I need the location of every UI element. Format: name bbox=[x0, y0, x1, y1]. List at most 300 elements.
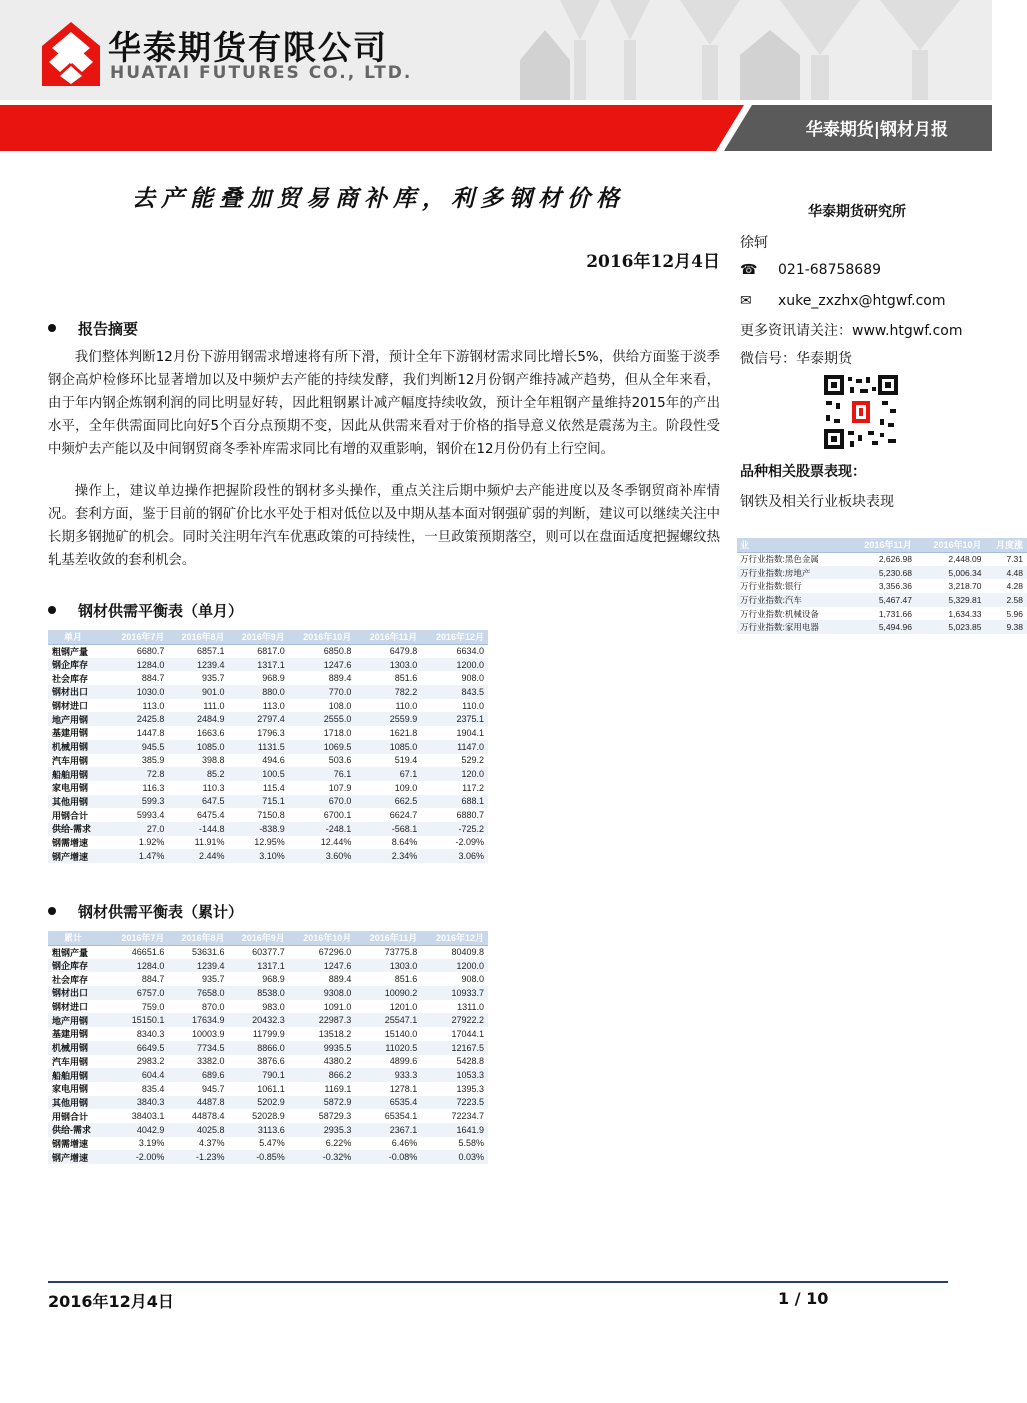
table-cell: 8866.0 bbox=[229, 1041, 289, 1055]
table-cell: 80409.8 bbox=[451, 947, 484, 958]
row-label: 钢材出口 bbox=[48, 986, 108, 1000]
table-cell: 1091.0 bbox=[323, 1001, 352, 1012]
institute-name: 华泰期货研究所 bbox=[808, 204, 906, 220]
table-cell: 110.3 bbox=[202, 782, 225, 793]
table-cell: 12.44% bbox=[320, 837, 352, 848]
table-row bbox=[48, 945, 488, 959]
monthly-balance-table bbox=[48, 630, 488, 863]
table-cell: 1169.1 bbox=[324, 1083, 352, 1094]
table-cell: 4899.6 bbox=[389, 1056, 418, 1067]
table-cell: 6634.0 bbox=[456, 646, 484, 657]
table-cell: 968.9 bbox=[262, 673, 285, 684]
row-label: 社会库存 bbox=[52, 673, 89, 684]
row-label: 其他用钢 bbox=[48, 795, 108, 809]
email-address[interactable]: xuke_zxzhx@htgwf.com bbox=[778, 293, 946, 309]
table-cell: 945.5 bbox=[108, 740, 168, 754]
table-cell: 1663.6 bbox=[197, 727, 225, 738]
table-cell: 1621.8 bbox=[389, 727, 418, 738]
table-cell: -2.00% bbox=[108, 1150, 168, 1164]
table-cell: 120.0 bbox=[421, 767, 488, 781]
table-cell: 851.6 bbox=[394, 974, 418, 985]
table-cell: 4042.9 bbox=[108, 1123, 168, 1137]
table-cell: -248.1 bbox=[289, 822, 356, 836]
table-cell: 689.6 bbox=[168, 1068, 228, 1082]
table-cell: -2.09% bbox=[455, 837, 484, 848]
table-row bbox=[48, 972, 488, 986]
table-cell: 8340.3 bbox=[136, 1028, 165, 1039]
row-label: 万行业指数:银行 bbox=[740, 581, 802, 592]
table-cell: 58729.3 bbox=[318, 1111, 352, 1122]
table-row bbox=[48, 658, 488, 672]
row-label: 用钢合计 bbox=[52, 810, 89, 821]
table-cell: 2,626.98 bbox=[878, 554, 912, 565]
table-cell: 604.4 bbox=[108, 1068, 168, 1082]
table-cell: 6857.1 bbox=[197, 646, 225, 657]
company-name-en: HUATAI FUTURES CO., LTD. bbox=[110, 63, 413, 83]
table-cell: 715.1 bbox=[229, 795, 289, 809]
table-cell: 2983.2 bbox=[136, 1056, 165, 1067]
table-row bbox=[48, 699, 488, 713]
table-row bbox=[48, 1055, 488, 1069]
table-cell: 1200.0 bbox=[421, 658, 488, 672]
table-cell: 3840.3 bbox=[108, 1096, 168, 1110]
table-cell: 5202.9 bbox=[229, 1096, 289, 1110]
row-label: 地产用钢 bbox=[48, 712, 108, 726]
table-cell: 908.0 bbox=[461, 673, 484, 684]
row-label: 汽车用钢 bbox=[52, 1056, 89, 1067]
table-cell: 3.06% bbox=[421, 849, 488, 863]
table-cell: 113.0 bbox=[262, 700, 285, 711]
table-cell: 5.58% bbox=[458, 1138, 484, 1149]
row-label: 机械用钢 bbox=[48, 740, 108, 754]
table-row bbox=[48, 644, 488, 658]
table-row bbox=[48, 1096, 488, 1110]
table-cell: 72.8 bbox=[108, 767, 168, 781]
column-header: 2016年12月 bbox=[421, 630, 488, 644]
row-label: 钢材进口 bbox=[52, 1002, 89, 1013]
table-cell: 11020.5 bbox=[355, 1041, 421, 1055]
stock-performance-table bbox=[737, 538, 1027, 634]
table-cell: 945.7 bbox=[202, 1083, 225, 1094]
table-cell: 10090.2 bbox=[355, 986, 421, 1000]
row-label: 船舶用钢 bbox=[48, 1068, 108, 1082]
table-cell: 1395.3 bbox=[456, 1083, 484, 1094]
phone-number: 021-68758689 bbox=[778, 262, 882, 278]
table-row bbox=[48, 959, 488, 973]
company-name-cn: 华泰期货有限公司 bbox=[108, 28, 388, 67]
table-cell: 647.5 bbox=[168, 795, 228, 809]
table-cell: 6475.4 bbox=[197, 810, 225, 821]
table-cell: 7734.5 bbox=[168, 1041, 228, 1055]
phone-icon: ☎ bbox=[740, 262, 758, 278]
table-cell: 759.0 bbox=[141, 1001, 165, 1012]
mail-icon: ✉ bbox=[740, 293, 752, 309]
table-row bbox=[737, 552, 1027, 566]
table-cell: 851.6 bbox=[394, 673, 418, 684]
table-cell: 6850.8 bbox=[323, 646, 352, 657]
table-header-row bbox=[737, 538, 1027, 552]
table-cell: 10933.7 bbox=[421, 986, 488, 1000]
table-row bbox=[48, 1123, 488, 1137]
table-header-row bbox=[48, 630, 488, 644]
table-cell: 2367.1 bbox=[355, 1123, 421, 1137]
row-label: 社会库存 bbox=[52, 974, 89, 985]
table-cell: 15140.0 bbox=[384, 1028, 418, 1039]
column-header: 2016年10月 bbox=[289, 630, 356, 644]
bullet-icon bbox=[48, 606, 56, 614]
table-cell: 3113.6 bbox=[229, 1123, 289, 1137]
table-cell: 1239.4 bbox=[168, 959, 228, 973]
table-cell: 72234.7 bbox=[451, 1111, 484, 1122]
column-header: 2016年9月 bbox=[229, 931, 289, 945]
table-row bbox=[48, 1000, 488, 1014]
table-row bbox=[737, 620, 1027, 634]
table-cell: 1,731.66 bbox=[878, 608, 912, 619]
table-cell: 968.9 bbox=[262, 974, 285, 985]
table-cell: 870.0 bbox=[202, 1001, 225, 1012]
table-cell: 76.1 bbox=[289, 767, 356, 781]
table-row bbox=[48, 1068, 488, 1082]
column-header: 累计 bbox=[48, 931, 108, 945]
table-cell: 4025.8 bbox=[168, 1123, 228, 1137]
table-row bbox=[48, 685, 488, 699]
analyst-name: 徐轲 bbox=[740, 235, 768, 251]
table-cell: 85.2 bbox=[168, 767, 228, 781]
table-cell: 5,329.81 bbox=[916, 593, 986, 607]
table-cell: 11.91% bbox=[194, 837, 225, 848]
table-cell: 111.0 bbox=[203, 700, 225, 711]
table-cell: 782.2 bbox=[355, 685, 421, 699]
table-cell: 9935.5 bbox=[289, 1041, 356, 1055]
table-row bbox=[48, 849, 488, 863]
table-cell: 2,448.09 bbox=[948, 554, 982, 565]
email-line bbox=[740, 293, 945, 309]
table-row bbox=[48, 822, 488, 836]
table-cell: 3,356.36 bbox=[878, 581, 912, 592]
summary-paragraph-2: 操作上，建议单边操作把握阶段性的钢材多头操作，重点关注后期中频炉去产能进度以及冬季钢贸商补库情况。套利方面，鉴于目前的钢矿价比水平处于相对低位以及中期从基本面对钢强矿弱的判断，建议可以继续关注中长期多钢抛矿的机会。同时关注明年汽车优惠政策的可持续性，一旦政策预期落空，则可以在盘面适度把握螺纹热轧基差收敛的套利机会。 bbox=[48, 484, 720, 568]
bullet-icon bbox=[48, 907, 56, 915]
row-label: 万行业指数:汽车 bbox=[737, 593, 847, 607]
table-cell: 6817.0 bbox=[257, 646, 285, 657]
table-cell: 843.5 bbox=[421, 685, 488, 699]
table-cell: 5,467.47 bbox=[847, 593, 916, 607]
table-row bbox=[48, 1137, 488, 1151]
table-cell: 73775.8 bbox=[384, 947, 418, 958]
table-row bbox=[48, 1041, 488, 1055]
table-cell: 11799.9 bbox=[252, 1028, 285, 1039]
table-cell: 8.64% bbox=[391, 837, 418, 848]
table-row bbox=[48, 1013, 488, 1027]
table-row bbox=[48, 986, 488, 1000]
table-cell: 6535.4 bbox=[355, 1096, 421, 1110]
table-cell: 599.3 bbox=[108, 795, 168, 809]
row-label: 供给-需求 bbox=[48, 1123, 108, 1137]
column-header: 2016年11月 bbox=[355, 931, 421, 945]
table-cell: 6479.8 bbox=[389, 646, 418, 657]
row-label: 万行业指数:黑色金属 bbox=[740, 554, 819, 565]
column-header: 2016年10月 bbox=[916, 538, 986, 552]
table-cell: 1069.5 bbox=[289, 740, 356, 754]
table-cell: 46651.6 bbox=[131, 947, 165, 958]
summary-heading-text: 报告摘要 bbox=[78, 320, 139, 338]
footer-date: 2016年12月4日 bbox=[48, 1292, 174, 1311]
table-header-row bbox=[48, 931, 488, 945]
table-cell: 1085.0 bbox=[355, 740, 421, 754]
table-cell: 52028.9 bbox=[252, 1111, 285, 1122]
table-cell: 5,023.85 bbox=[916, 620, 986, 634]
row-label: 基建用钢 bbox=[52, 1029, 89, 1040]
table-cell: 6700.1 bbox=[323, 810, 352, 821]
row-label: 机械用钢 bbox=[48, 1041, 108, 1055]
wechat-id: 微信号：华泰期货 bbox=[740, 351, 852, 367]
column-header: 2016年7月 bbox=[108, 931, 168, 945]
column-header: 2016年12月 bbox=[421, 931, 488, 945]
summary-heading bbox=[48, 318, 138, 339]
row-label: 家电用钢 bbox=[52, 1084, 89, 1095]
table-cell: 2.44% bbox=[168, 849, 228, 863]
more-info-link[interactable]: 更多资讯请关注：www.htgwf.com bbox=[740, 323, 963, 339]
table-cell: 117.2 bbox=[462, 782, 484, 793]
row-label: 万行业指数:机械设备 bbox=[740, 608, 819, 619]
table-cell: 5,494.96 bbox=[847, 620, 916, 634]
table-cell: 7.31 bbox=[1006, 554, 1023, 565]
table-cell: 5.96 bbox=[1006, 608, 1023, 619]
table-row bbox=[48, 1150, 488, 1164]
footer-rule bbox=[48, 1281, 948, 1283]
table-cell: 6649.5 bbox=[108, 1041, 168, 1055]
table-cell: 529.2 bbox=[461, 755, 484, 766]
table-cell: -838.9 bbox=[229, 822, 289, 836]
table-cell: 5872.9 bbox=[289, 1096, 356, 1110]
table-row bbox=[737, 566, 1027, 580]
table-cell: 3.10% bbox=[229, 849, 289, 863]
table-cell: -0.08% bbox=[355, 1150, 421, 1164]
table-cell: 1303.0 bbox=[355, 959, 421, 973]
table-row bbox=[48, 1082, 488, 1096]
table-cell: 110.0 bbox=[395, 700, 418, 711]
row-label: 汽车用钢 bbox=[52, 755, 89, 766]
table-cell: 983.0 bbox=[262, 1001, 285, 1012]
table-cell: 2484.9 bbox=[168, 712, 228, 726]
table-cell: 1.92% bbox=[138, 837, 165, 848]
table-cell: 20432.3 bbox=[229, 1013, 289, 1027]
table-row bbox=[48, 671, 488, 685]
table-cell: 25547.1 bbox=[355, 1013, 421, 1027]
table-cell: 1147.0 bbox=[421, 740, 488, 754]
column-header: 月度涨 bbox=[986, 538, 1027, 552]
table-cell: 17634.9 bbox=[168, 1013, 228, 1027]
table-cell: 880.0 bbox=[229, 685, 289, 699]
table-cell: 3.19% bbox=[138, 1138, 165, 1149]
column-header: 2016年8月 bbox=[168, 630, 228, 644]
row-label: 用钢合计 bbox=[52, 1111, 89, 1122]
table-cell: 2555.0 bbox=[289, 712, 356, 726]
column-header: 2016年11月 bbox=[355, 630, 421, 644]
table-cell: 1718.0 bbox=[323, 727, 352, 738]
table-cell: 503.6 bbox=[328, 755, 352, 766]
table-cell: 2935.3 bbox=[289, 1123, 356, 1137]
table-cell: -725.2 bbox=[421, 822, 488, 836]
table-cell: 6757.0 bbox=[108, 986, 168, 1000]
table-cell: 790.1 bbox=[229, 1068, 289, 1082]
monthly-heading-text: 钢材供需平衡表（单月） bbox=[78, 602, 244, 620]
table-cell: 1201.0 bbox=[389, 1001, 418, 1012]
table-cell: 6680.7 bbox=[136, 646, 165, 657]
table-cell: 5428.8 bbox=[456, 1056, 484, 1067]
table-cell: 6880.7 bbox=[456, 810, 484, 821]
table-cell: 10003.9 bbox=[191, 1028, 225, 1039]
table-cell: 2797.4 bbox=[229, 712, 289, 726]
qr-code-icon bbox=[824, 375, 898, 449]
table-row bbox=[48, 795, 488, 809]
row-label: 地产用钢 bbox=[48, 1013, 108, 1027]
table-cell: 884.7 bbox=[141, 673, 165, 684]
row-label: 船舶用钢 bbox=[48, 767, 108, 781]
table-row bbox=[48, 767, 488, 781]
report-date: 2016年12月4日 bbox=[586, 252, 720, 272]
table-cell: 7223.5 bbox=[421, 1096, 488, 1110]
table-cell: -0.32% bbox=[289, 1150, 356, 1164]
table-cell: 6.22% bbox=[325, 1138, 352, 1149]
cumulative-balance-table bbox=[48, 931, 488, 1164]
huatai-logo-icon bbox=[42, 22, 100, 86]
monthly-table-heading bbox=[48, 600, 243, 621]
table-cell: 1311.0 bbox=[457, 1001, 484, 1012]
table-cell: 7150.8 bbox=[257, 810, 285, 821]
table-cell: 3876.6 bbox=[257, 1056, 285, 1067]
table-cell: 866.2 bbox=[289, 1068, 356, 1082]
row-label: 钢产增速 bbox=[48, 1150, 108, 1164]
table-cell: 1796.3 bbox=[257, 727, 285, 738]
table-cell: 4380.2 bbox=[323, 1056, 352, 1067]
table-row bbox=[48, 726, 488, 740]
row-label: 家电用钢 bbox=[52, 783, 89, 794]
bullet-icon bbox=[48, 324, 56, 332]
table-row bbox=[48, 808, 488, 822]
table-cell: 398.8 bbox=[202, 755, 225, 766]
table-cell: 1030.0 bbox=[108, 685, 168, 699]
row-label: 万行业指数:房地产 bbox=[737, 566, 847, 580]
page-number: 1 / 10 bbox=[778, 1289, 829, 1308]
phone-line bbox=[740, 262, 881, 278]
table-row bbox=[737, 607, 1027, 621]
cumulative-table-heading bbox=[48, 901, 243, 922]
column-header: 2016年9月 bbox=[229, 630, 289, 644]
row-label: 粗钢产量 bbox=[52, 947, 89, 958]
row-label: 供给-需求 bbox=[48, 822, 108, 836]
table-cell: 889.4 bbox=[328, 974, 352, 985]
table-cell: 1284.0 bbox=[108, 959, 168, 973]
table-cell: 3382.0 bbox=[197, 1056, 225, 1067]
table-cell: 670.0 bbox=[289, 795, 356, 809]
table-cell: 2.34% bbox=[355, 849, 421, 863]
row-label: 钢企库存 bbox=[48, 658, 108, 672]
table-cell: 6.46% bbox=[391, 1138, 418, 1149]
summary-paragraph-1: 我们整体判断12月份下游用钢需求增速将有所下滑，预计全年下游钢材需求同比增长5%，供给方面鉴于淡季钢企高炉检修环比显著增加以及中频炉去产能的持续发酵，我们判断12月份钢产维持减产趋势，但从全年来看，由于年内钢企炼钢利润的同比明显好转，因此粗钢累计减产幅度持续收敛，预计全年粗钢产量维持2015年的产出水平，全年供需面同比向好5个百分点预期不变，因此从供需来看对于价格的指导意义依然是震荡为主。阶段性受中频炉去产能以及中间钢贸商冬季补库需求同比有增的双重影响，钢价在12月份仍有上行空间。 bbox=[48, 350, 720, 457]
table-cell: 44878.4 bbox=[191, 1111, 225, 1122]
table-cell: 5.47% bbox=[259, 1138, 285, 1149]
report-title: 去产能叠加贸易商补库，利多钢材价格 bbox=[132, 185, 625, 212]
table-cell: 2.58 bbox=[986, 593, 1027, 607]
table-cell: 884.7 bbox=[141, 974, 165, 985]
table-row bbox=[48, 754, 488, 768]
table-cell: 1,634.33 bbox=[948, 608, 982, 619]
table-cell: 1641.9 bbox=[421, 1123, 488, 1137]
table-cell: -0.85% bbox=[229, 1150, 289, 1164]
table-cell: 65354.1 bbox=[384, 1111, 418, 1122]
table-cell: 662.5 bbox=[355, 795, 421, 809]
table-cell: 113.0 bbox=[142, 700, 165, 711]
table-cell: 3.60% bbox=[289, 849, 356, 863]
table-cell: 12.95% bbox=[254, 837, 285, 848]
table-cell: 7658.0 bbox=[168, 986, 228, 1000]
table-cell: 1247.6 bbox=[289, 658, 356, 672]
table-cell: 1317.1 bbox=[229, 658, 289, 672]
table-row bbox=[737, 579, 1027, 593]
stock-performance-table-wrapper bbox=[737, 538, 1023, 634]
table-cell: 5,006.34 bbox=[916, 566, 986, 580]
table-cell: 494.6 bbox=[262, 755, 285, 766]
table-cell: 1904.1 bbox=[456, 727, 484, 738]
table-cell: 519.4 bbox=[394, 755, 418, 766]
table-row bbox=[48, 740, 488, 754]
table-cell: 6624.7 bbox=[389, 810, 418, 821]
table-cell: 1.47% bbox=[108, 849, 168, 863]
row-label: 钢需增速 bbox=[52, 837, 89, 848]
table-cell: 1247.6 bbox=[289, 959, 356, 973]
table-cell: 908.0 bbox=[461, 974, 484, 985]
table-cell: 115.4 bbox=[262, 782, 285, 793]
table-cell: 1284.0 bbox=[108, 658, 168, 672]
table-cell: 2425.8 bbox=[108, 712, 168, 726]
table-cell: 935.7 bbox=[202, 673, 225, 684]
table-cell: 110.0 bbox=[462, 700, 484, 711]
table-row bbox=[48, 836, 488, 850]
table-cell: 4487.8 bbox=[168, 1096, 228, 1110]
table-cell: 100.5 bbox=[229, 767, 289, 781]
table-cell: 0.03% bbox=[421, 1150, 488, 1164]
table-cell: 1317.1 bbox=[229, 959, 289, 973]
row-label: 钢材出口 bbox=[48, 685, 108, 699]
column-header: 2016年8月 bbox=[168, 931, 228, 945]
column-header: 2016年7月 bbox=[108, 630, 168, 644]
table-cell: 1061.1 bbox=[257, 1083, 285, 1094]
table-cell: 17044.1 bbox=[451, 1028, 484, 1039]
table-cell: 2559.9 bbox=[355, 712, 421, 726]
table-cell: 9.38 bbox=[986, 620, 1027, 634]
column-header: 业 bbox=[737, 538, 847, 552]
row-label: 基建用钢 bbox=[52, 728, 89, 739]
table-cell: 1303.0 bbox=[355, 658, 421, 672]
table-cell: 27922.2 bbox=[421, 1013, 488, 1027]
table-cell: 22987.3 bbox=[289, 1013, 356, 1027]
table-cell: 15150.1 bbox=[108, 1013, 168, 1027]
row-label: 钢材进口 bbox=[52, 701, 89, 712]
row-label: 钢产增速 bbox=[48, 849, 108, 863]
row-label: 钢企库存 bbox=[48, 959, 108, 973]
table-cell: 385.9 bbox=[141, 755, 165, 766]
table-cell: 53631.6 bbox=[191, 947, 225, 958]
table-cell: 9308.0 bbox=[289, 986, 356, 1000]
column-header: 单月 bbox=[48, 630, 108, 644]
table-cell: 1085.0 bbox=[168, 740, 228, 754]
row-label: 万行业指数:家用电器 bbox=[737, 620, 847, 634]
table-row bbox=[48, 1027, 488, 1041]
table-cell: 1053.3 bbox=[421, 1068, 488, 1082]
table-cell: 688.1 bbox=[421, 795, 488, 809]
row-label: 其他用钢 bbox=[48, 1096, 108, 1110]
table-cell: 107.9 bbox=[328, 782, 352, 793]
